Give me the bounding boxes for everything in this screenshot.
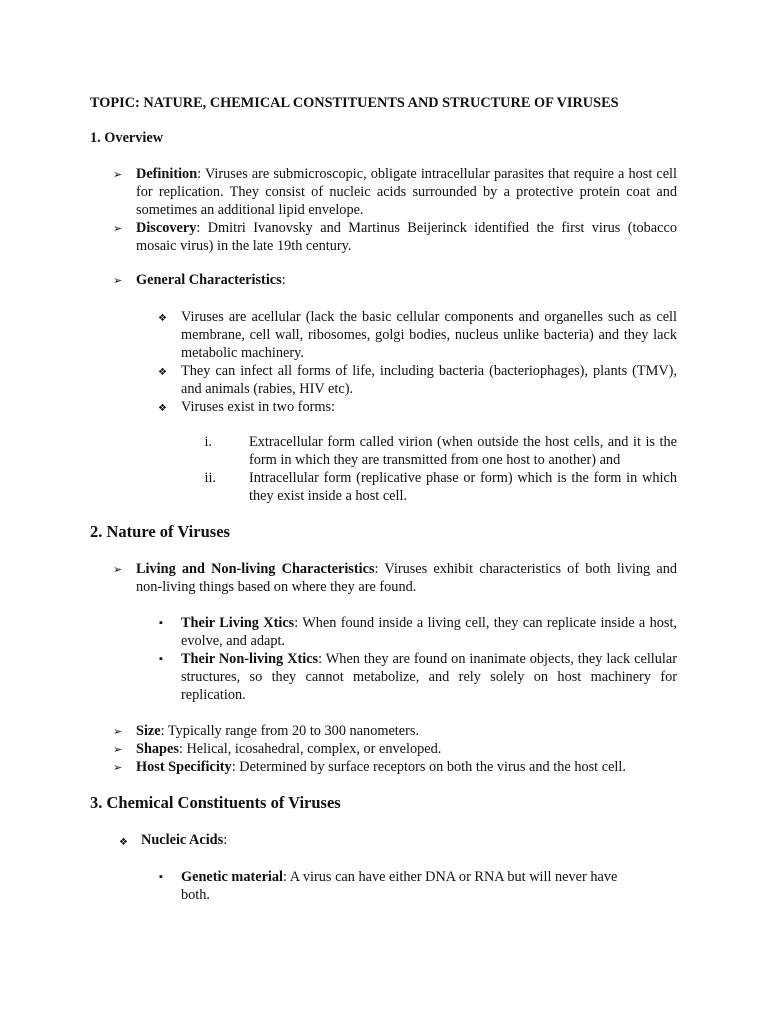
arrow-bullet-icon: ➢ [113,743,123,756]
section-2-title: 2. Nature of Viruses [90,522,230,541]
characteristic-forms: Viruses exist in two forms: [181,399,336,415]
nucleic-acids-item: Nucleic Acids: [141,832,228,848]
general-characteristics-item: General Characteristics: [136,272,286,288]
diamond-bullet-icon: ❖ [158,403,167,414]
topic-heading: TOPIC: NATURE, CHEMICAL CONSTITUENTS AND STRUCTURE OF VIRUSES [90,95,619,111]
arrow-bullet-icon: ➢ [113,274,123,287]
shapes-item [136,740,441,758]
living-xtics-item [181,614,677,650]
shapes-label: Shapes [136,741,179,757]
arrow-bullet-icon: ➢ [113,168,123,181]
arrow-bullet-icon: ➢ [113,725,123,738]
definition-label: Definition [136,166,198,182]
roman-numeral-2: ii. [204,470,216,486]
genetic-material-label: Genetic material [181,869,284,885]
living-nonliving-text: : Viruses exhibit characteristics of both living and non-living things based on where they are found. [136,561,677,595]
square-bullet-icon: ▪ [159,653,163,665]
diamond-bullet-icon: ❖ [119,837,128,848]
discovery-item [136,219,677,255]
section-3-title: 3. Chemical Constituents of Viruses [90,793,341,812]
size-label: Size [136,723,161,739]
host-specificity-text: : Determined by surface receptors on both the virus and the host cell. [231,759,626,775]
living-xtics-label: Their Living Xtics [181,615,295,631]
diamond-bullet-icon: ❖ [158,367,167,378]
arrow-bullet-icon: ➢ [113,761,123,774]
discovery-text: : Dmitri Ivanovsky and Martinus Beijerinck identified the first virus (tobacco mosaic virus) in the late 19th century. [136,220,677,254]
definition-item [136,165,677,219]
living-nonliving-item [136,560,677,596]
shapes-text: : Helical, icosahedral, complex, or enveloped. [178,741,442,757]
diamond-bullet-icon: ❖ [158,313,167,324]
host-specificity-label: Host Specificity [136,759,232,775]
characteristic-infect: They can infect all forms of life, including bacteria (bacteriophages), plants (TMV), and animals (rabies, HIV etc). [181,363,677,397]
form-intracellular: Intracellular form (replicative phase or form) which is the form in which they exist inside a host cell. [249,470,677,504]
size-item [136,722,419,740]
living-nonliving-label: Living and Non-living Characteristics [136,561,375,577]
host-specificity-item [136,758,626,776]
genetic-material-text: : A virus can have either DNA or RNA but will never have both. [181,869,618,903]
form-extracellular: Extracellular form called virion (when outside the host cells, and it is the form in which they are transmitted from one host to another) and [249,434,677,468]
nonliving-xtics-label: Their Non-living Xtics [181,651,319,667]
living-xtics-text: : When found inside a living cell, they can replicate inside a host, evolve, and adapt. [181,615,677,649]
nonliving-xtics-text: : When they are found on inanimate objects, they lack cellular structures, so they cannot metabolize, and rely solely on host machinery for replication. [181,651,677,703]
characteristic-acellular: Viruses are acellular (lack the basic cellular components and organelles such as cell membrane, cell wall, ribosomes, golgi bodies, nucleus unlike bacteria) and they lack metabolic machinery. [181,309,677,361]
square-bullet-icon: ▪ [159,617,163,629]
nonliving-xtics-item [181,650,677,704]
discovery-label: Discovery [136,220,197,236]
size-text: : Typically range from 20 to 300 nanometers. [160,723,420,739]
definition-text: : Viruses are submicroscopic, obligate intracellular parasites that require a host cell for replication. They consist of nucleic acids surrounded by a protective protein coat and sometimes an additional lipid envelope. [136,166,677,218]
square-bullet-icon: ▪ [159,871,163,883]
roman-numeral-1: i. [204,434,212,450]
genetic-material-item [181,868,647,904]
nucleic-acids-label: Nucleic Acids [141,832,224,848]
general-characteristics-label: General Characteristics [136,272,282,288]
section-1-title: 1. Overview [90,130,164,146]
arrow-bullet-icon: ➢ [113,222,123,235]
arrow-bullet-icon: ➢ [113,563,123,576]
